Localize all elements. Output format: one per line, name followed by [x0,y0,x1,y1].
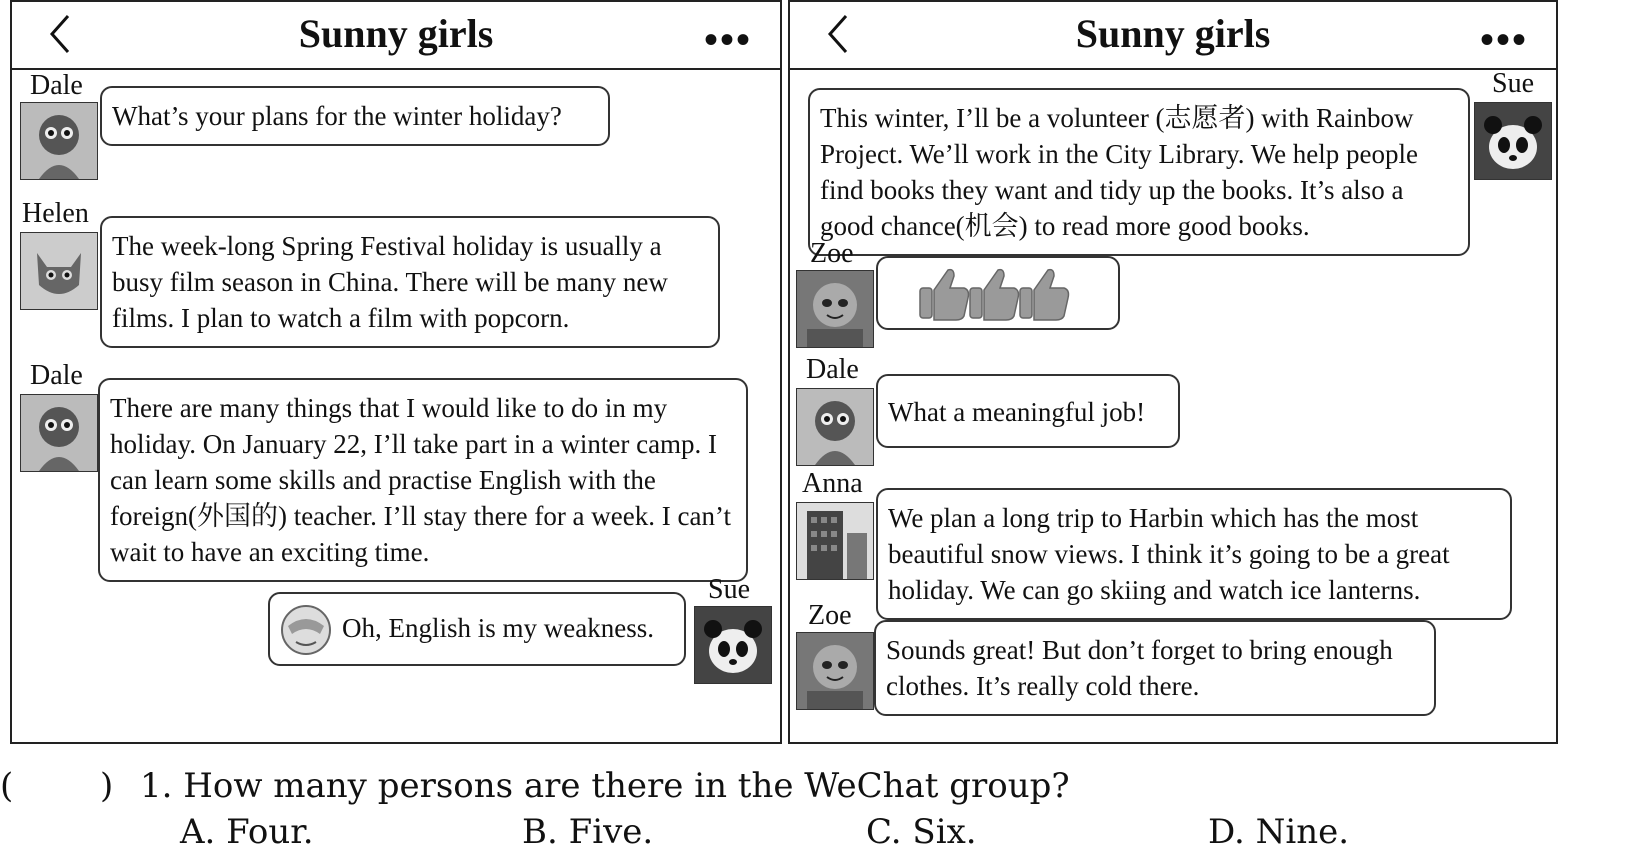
emoji-bubble [876,256,1120,330]
avatar-zoe[interactable] [796,270,874,348]
avatar-dale[interactable] [796,388,874,466]
avatar-anna[interactable] [796,502,874,580]
option-a[interactable]: A. Four. [180,812,314,852]
sender-name: Helen [22,198,89,229]
sender-name: Dale [30,70,83,101]
chat-title: Sunny girls [1075,11,1271,56]
avatar-dale[interactable] [20,394,98,472]
question-text: 1. How many persons are there in the WeChat group? [140,766,1070,806]
message-text: Oh, English is my weakness. [342,613,654,643]
option-b[interactable]: B. Five. [522,812,654,852]
message-bubble: We plan a long trip to Harbin which has the most beautiful snow views. I think it’s going to be a great holiday. We can go skiing and watch ice lanterns. [876,488,1512,620]
sender-name: Sue [1492,68,1534,99]
sender-name: Dale [806,354,859,385]
avatar-sue[interactable] [694,606,772,684]
thumbs-up-icon [914,264,1074,324]
message-bubble: This winter, I’ll be a volunteer (志愿者) with Rainbow Project. We’ll work in the City Library. We help people find books they want and tidy up the books. It’s also a good chance(机会) to read more good books. [808,88,1470,256]
facepalm-emoji-icon [280,604,332,656]
message-bubble [268,592,686,666]
message-bubble: There are many things that I would like to do in my holiday. On January 22, I’ll take part in a winter camp. I can learn some skills and practise English with the foreign(外国的) teacher. I’ll stay there for a week. I can’t wait to have an exciting time. [98,378,748,582]
chat-header [12,2,780,70]
sender-name: Dale [30,360,83,391]
answer-paren-open[interactable]: ( [0,766,14,806]
option-c[interactable]: C. Six. [866,812,977,852]
more-dots-icon[interactable]: ••• [703,17,752,62]
message-bubble: The week-long Spring Festival holiday is usually a busy film season in China. There will be many new films. I plan to watch a film with popcorn. [100,216,720,348]
chat-title: Sunny girls [298,11,494,56]
message-bubble: What’s your plans for the winter holiday? [100,86,610,146]
avatar-dale[interactable] [20,102,98,180]
more-dots-icon[interactable]: ••• [1479,17,1528,62]
sender-name: Anna [802,468,863,499]
answer-paren-close[interactable]: ) [100,766,114,806]
message-bubble: What a meaningful job! [876,374,1180,448]
chat-panel-left [10,0,782,744]
avatar-sue[interactable] [1474,102,1552,180]
avatar-zoe[interactable] [796,632,874,710]
message-bubble: Sounds great! But don’t forget to bring enough clothes. It’s really cold there. [874,620,1436,716]
avatar-helen[interactable] [20,232,98,310]
chat-header [790,2,1556,70]
sender-name: Zoe [808,600,852,631]
chat-panel-right [788,0,1558,744]
sender-name: Sue [708,574,750,605]
option-d[interactable]: D. Nine. [1208,812,1350,852]
sender-name: Zoe [810,238,854,269]
